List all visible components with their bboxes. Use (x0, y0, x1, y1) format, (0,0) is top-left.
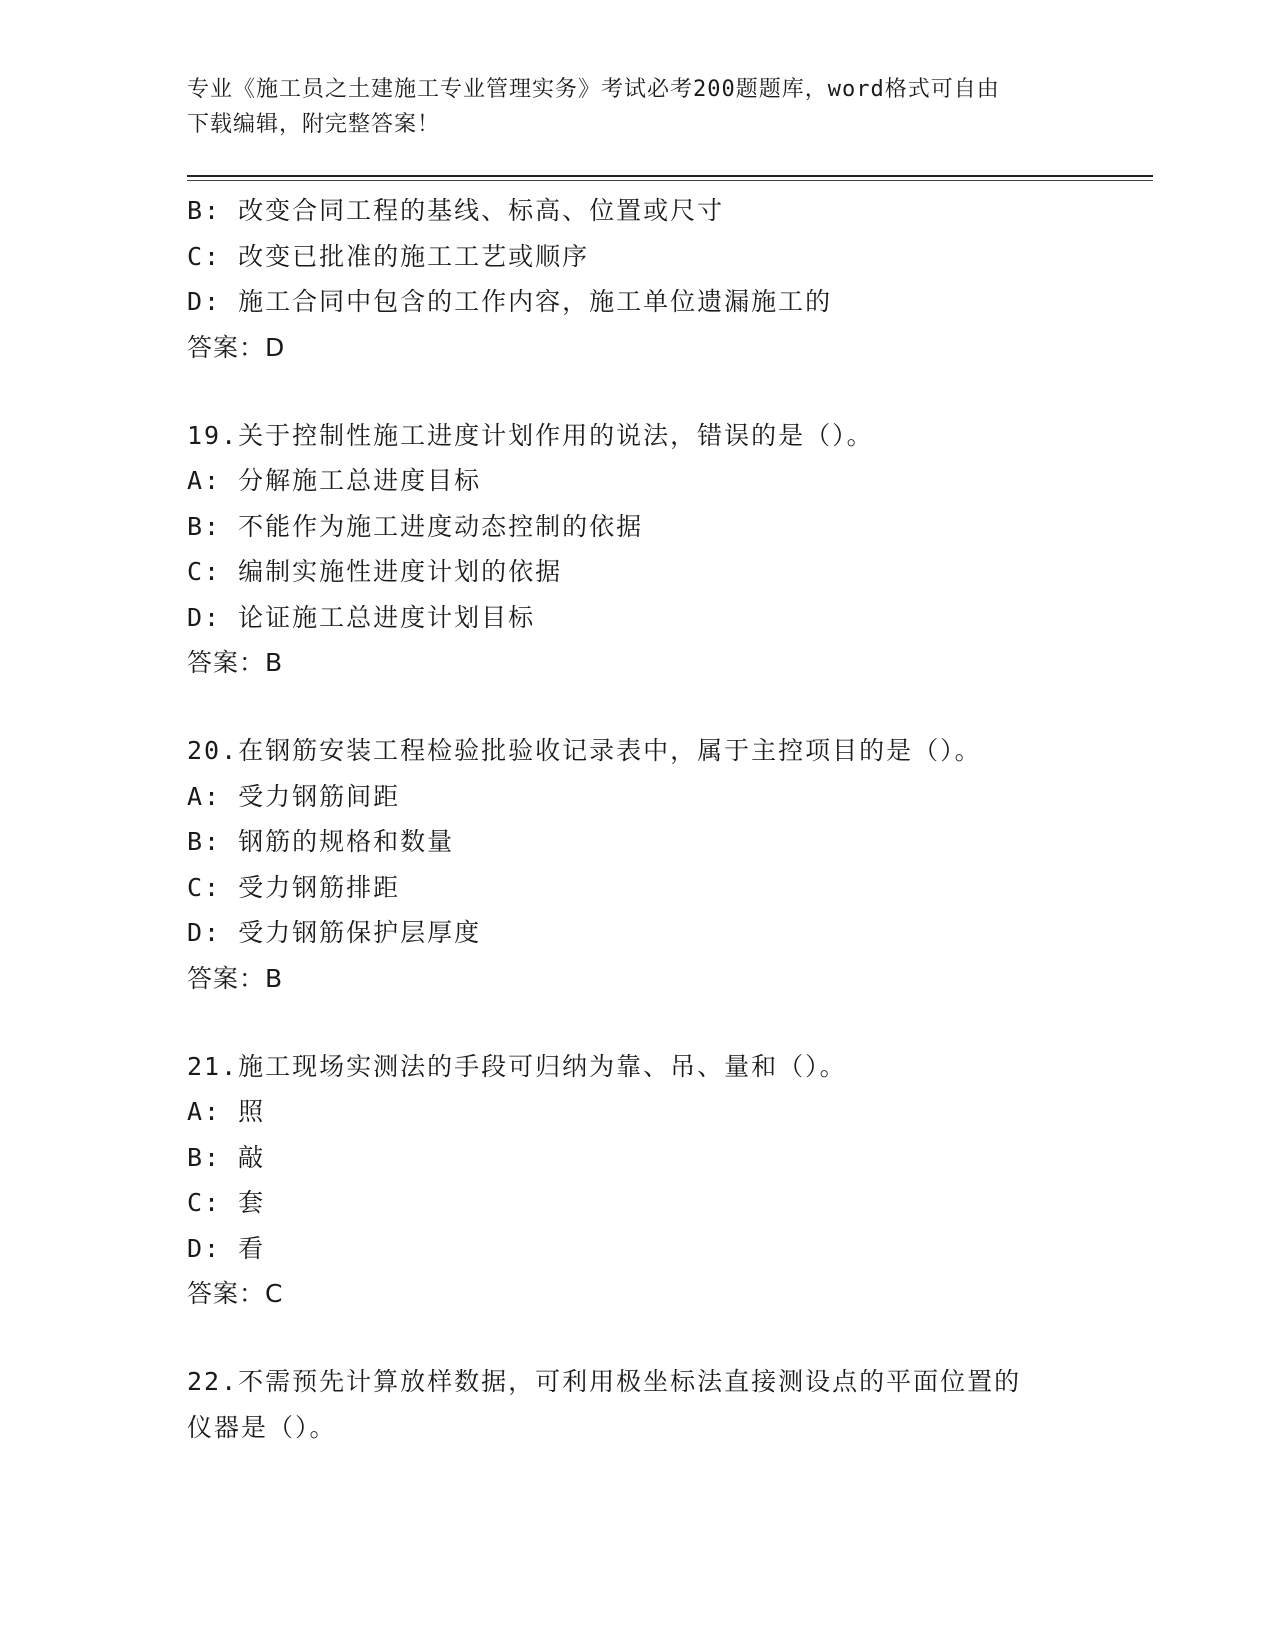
header-divider-thick (187, 175, 1153, 177)
option-a: A: 分解施工总进度目标 (187, 466, 482, 495)
document-header (187, 72, 1067, 142)
question-stem: 19.关于控制性施工进度计划作用的说法，错误的是（）。 (187, 420, 874, 450)
question-block-prev (187, 188, 1087, 371)
option-c: C: 套 (187, 1188, 266, 1217)
question-stem: 22.不需预先计算放样数据，可利用极坐标法直接测设点的平面位置的 (187, 1367, 1022, 1396)
option-d: D: 论证施工总进度计划目标 (187, 602, 536, 632)
question-block-19 (187, 413, 1087, 687)
question-block-20 (187, 728, 1087, 1002)
option-c: C: 改变已批准的施工工艺或顺序 (187, 241, 590, 271)
question-block-22 (187, 1359, 1087, 1450)
option-b: B: 钢筋的规格和数量 (187, 827, 455, 856)
option-d: D: 施工合同中包含的工作内容，施工单位遗漏施工的 (187, 287, 833, 316)
answer-label: 答案：C (187, 1279, 284, 1308)
question-list (187, 188, 1087, 1450)
header-line-2: 下载编辑，附完整答案！ (187, 112, 441, 137)
question-stem-continued: 仪器是（）。 (187, 1412, 337, 1442)
answer-label: 答案：D (187, 332, 286, 362)
option-b: B: 敲 (187, 1142, 266, 1172)
option-b: B: 不能作为施工进度动态控制的依据 (187, 511, 644, 541)
question-stem: 21.施工现场实测法的手段可归纳为靠、吊、量和（）。 (187, 1051, 847, 1081)
header-divider-thin (187, 180, 1153, 181)
option-a: A: 受力钢筋间距 (187, 781, 401, 811)
option-c: C: 受力钢筋排距 (187, 872, 401, 902)
question-stem: 20.在钢筋安装工程检验批验收记录表中，属于主控项目的是（）。 (187, 736, 982, 765)
question-block-21 (187, 1044, 1087, 1318)
option-d: D: 看 (187, 1233, 266, 1263)
option-c: C: 编制实施性进度计划的依据 (187, 557, 563, 586)
option-a: A: 照 (187, 1097, 266, 1126)
answer-label: 答案：B (187, 648, 284, 677)
header-line-1: 专业《施工员之土建施工专业管理实务》考试必考200题题库，word格式可自由 (187, 77, 1000, 102)
answer-label: 答案：B (187, 963, 284, 993)
option-d: D: 受力钢筋保护层厚度 (187, 918, 482, 947)
option-b: B: 改变合同工程的基线、标高、位置或尺寸 (187, 196, 725, 225)
